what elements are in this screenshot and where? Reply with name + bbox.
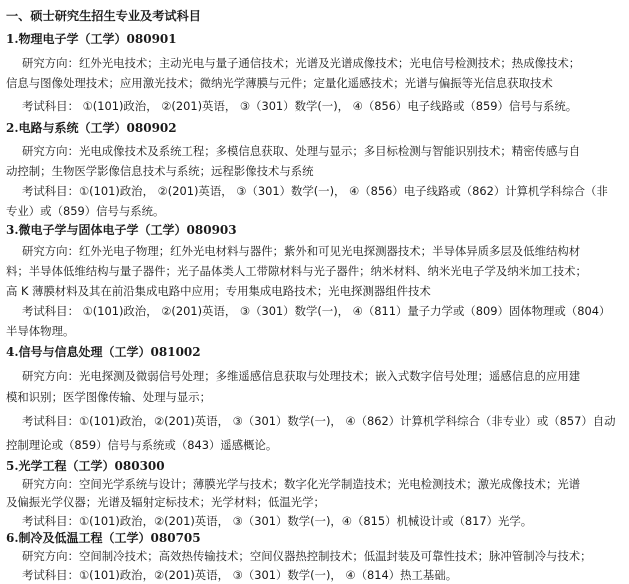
exam-subjects: 考试科目：①(101)政治， ②(201)英语， ③（301）数学(一)， ④（856）电子线路或（862）计算机学科综合（非: [22, 184, 608, 198]
research-direction: 动控制；生物医学影像信息技术与系统；远程影像技术与系统: [6, 164, 314, 178]
research-direction: 及偏振光学仪器；光谱及辐射定标技术；光学材料；低温光学；: [6, 495, 325, 509]
research-direction: 研究方向：红外光电子物理；红外光电材料与器件；紫外和可见光电探测器技术；半导体异质多层及低维结构材: [22, 244, 581, 258]
major-title: 5.光学工程（工学）080300: [6, 459, 165, 473]
exam-subjects: 考试科目： ①(101)政治， ②(201)英语， ③（301）数学(一)， ④（856）电子线路或（859）信号与系统。: [22, 99, 578, 113]
research-direction: 高 K 薄膜材料及其在前沿集成电路中应用；专用集成电路技术；光电探测器组件技术: [6, 284, 431, 298]
research-direction: 模和识别；医学图像传输、处理与显示；: [6, 390, 212, 404]
exam-subjects: 专业）或（859）信号与系统。: [6, 204, 165, 218]
major-title: 3.微电子学与固体电子学（工学）080903: [6, 223, 237, 237]
research-direction: 料；半导体低维结构与量子器件；光子晶体类人工带隙材料与光子器件；纳米材料、纳米光电子学及纳米加工技术；: [6, 264, 587, 278]
exam-subjects: 考试科目：①(101)政治，②(201)英语， ③（301）数学(一)， ④（814）热工基础。: [22, 568, 458, 582]
exam-subjects: 考试科目： ①(101)政治， ②(201)英语， ③（301）数学(一)， ④（811）量子力学或（809）固体物理或（804）: [22, 304, 611, 318]
research-direction: 研究方向：空间光学系统与设计；薄膜光学与技术；数字化光学制造技术；光电检测技术；激光成像技术；光谱: [22, 477, 581, 491]
exam-subjects: 考试科目：①(101)政治，②(201)英语， ③（301）数学(一)， ④（862）计算机学科综合（非专业）或（857）自动: [22, 414, 616, 428]
exam-subjects: 控制理论或（859）信号与系统或（843）遥感概论。: [6, 438, 278, 452]
research-direction: 研究方向：光电探测及微弱信号处理；多维遥感信息获取与处理技术；嵌入式数字信号处理；遥感信息的应用建: [22, 369, 581, 383]
major-title: 6.制冷及低温工程（工学）080705: [6, 531, 201, 545]
research-direction: 研究方向：光电成像技术及系统工程；多模信息获取、处理与显示；多目标检测与智能识别技术；精密传感与自: [22, 144, 581, 158]
research-direction: 研究方向：红外光电技术；主动光电与量子通信技术；光谱及光谱成像技术；光电信号检测技术；热成像技术；: [22, 56, 581, 70]
major-title: 1.物理电子学（工学）080901: [6, 32, 177, 46]
exam-subjects: 考试科目：①(101)政治，②(201)英语， ③（301）数学(一)，④（815）机械设计或（817）光学。: [22, 514, 533, 528]
exam-subjects: 半导体物理。: [6, 324, 75, 338]
main-heading: 一、硕士研究生招生专业及考试科目: [6, 9, 201, 23]
research-direction: 信息与图像处理技术；应用激光技术；微纳光学薄膜与元件；定量化遥感技术；光谱与偏振等光信息获取技术: [6, 76, 553, 90]
major-title: 4.信号与信息处理（工学）081002: [6, 345, 201, 359]
research-direction: 研究方向：空间制冷技术；高效热传输技术；空间仪器热控制技术；低温封装及可靠性技术；脉冲管制冷与技术；: [22, 549, 592, 563]
major-title: 2.电路与系统（工学）080902: [6, 121, 177, 135]
